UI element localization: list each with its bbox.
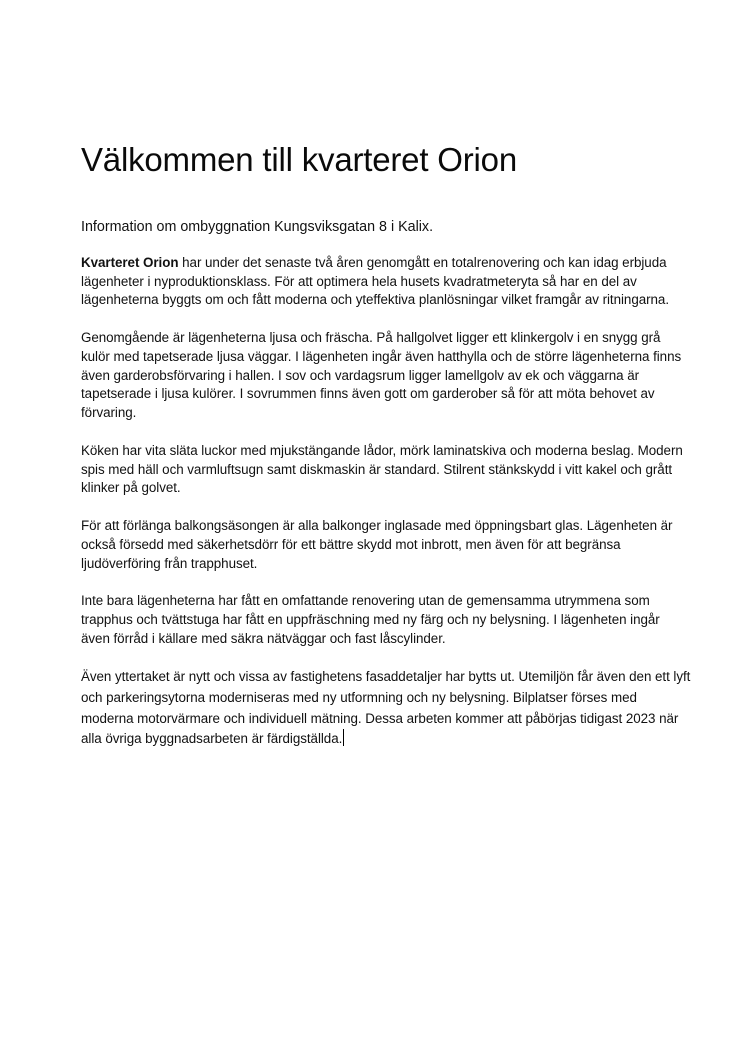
document-body[interactable] [81,138,691,750]
document-title: Välkommen till kvarteret Orion [81,141,517,178]
paragraph-kitchen: Köken har vita släta luckor med mjukstängande lådor, mörk laminatskiva och moderna beslag. Modern spis med häll och varmluftsugn samt diskmaskin är standard. Stilrent stänkskydd i vitt kakel och grått klinker på golvet. [81,442,683,496]
paragraph-interior: Genomgående är lägenheterna ljusa och fräscha. På hallgolvet ligger ett klinkergolv i en snygg grå kulör med tapetserade ljusa väggar. I lägenheten ingår även hatthylla och de större lägenheterna finns även garderobsförvaring i hallen. I sov och vardagsrum ligger lamellgolv av ek och väggarna är tapetserade i ljusa kulörer. I sovrummen finns även gott om garderober så för att möta behovet av förvaring. [81,329,682,421]
bold-lead-text: Kvarteret Orion [81,254,179,270]
paragraph-common-areas: Inte bara lägenheterna har fått en omfattande renovering utan de gemensamma utrymmena som trapphus och tvättstuga har fått en uppfräschning med ny färg och ny belysning. I lägenheten ingår även förråd i källare med säkra nätväggar och fast låscylinder. [81,593,660,646]
paragraph-exterior [81,667,691,749]
paragraph-intro [81,254,691,310]
paragraph-text: Även yttertaket är nytt och vissa av fastighetens fasaddetaljer har bytts ut. Utemiljön får även den ett lyft och parkeringsytorna moderniseras med ny utformning och ny belysning. Bilplatser förses med moderna motorvärmare och individuell mätning. Dessa arbeten kommer att påbörjas tidigast 2023 när alla övriga byggnadsarbeten är färdigställda. [81,669,691,747]
text-cursor [343,729,344,746]
paragraph-text: har under det senaste två åren genomgått en totalrenovering och kan idag erbjuda lägenheter i nyproduktionsklass. För att optimera hela husets kvadratmeteryta så har en del av lägenheterna byggts om och fått moderna och yteffektiva planlösningar vilket framgår av ritningarna. [81,254,669,308]
paragraph-balcony: För att förlänga balkongsäsongen är alla balkonger inglasade med öppningsbart glas. Lägenheten är också försedd med säkerhetsdörr för ett bättre skydd mot inbrott, men även för att begränsa ljudöverföring från trapphuset. [81,517,673,571]
document-subtitle: Information om ombyggnation Kungsviksgatan 8 i Kalix. [81,219,434,235]
